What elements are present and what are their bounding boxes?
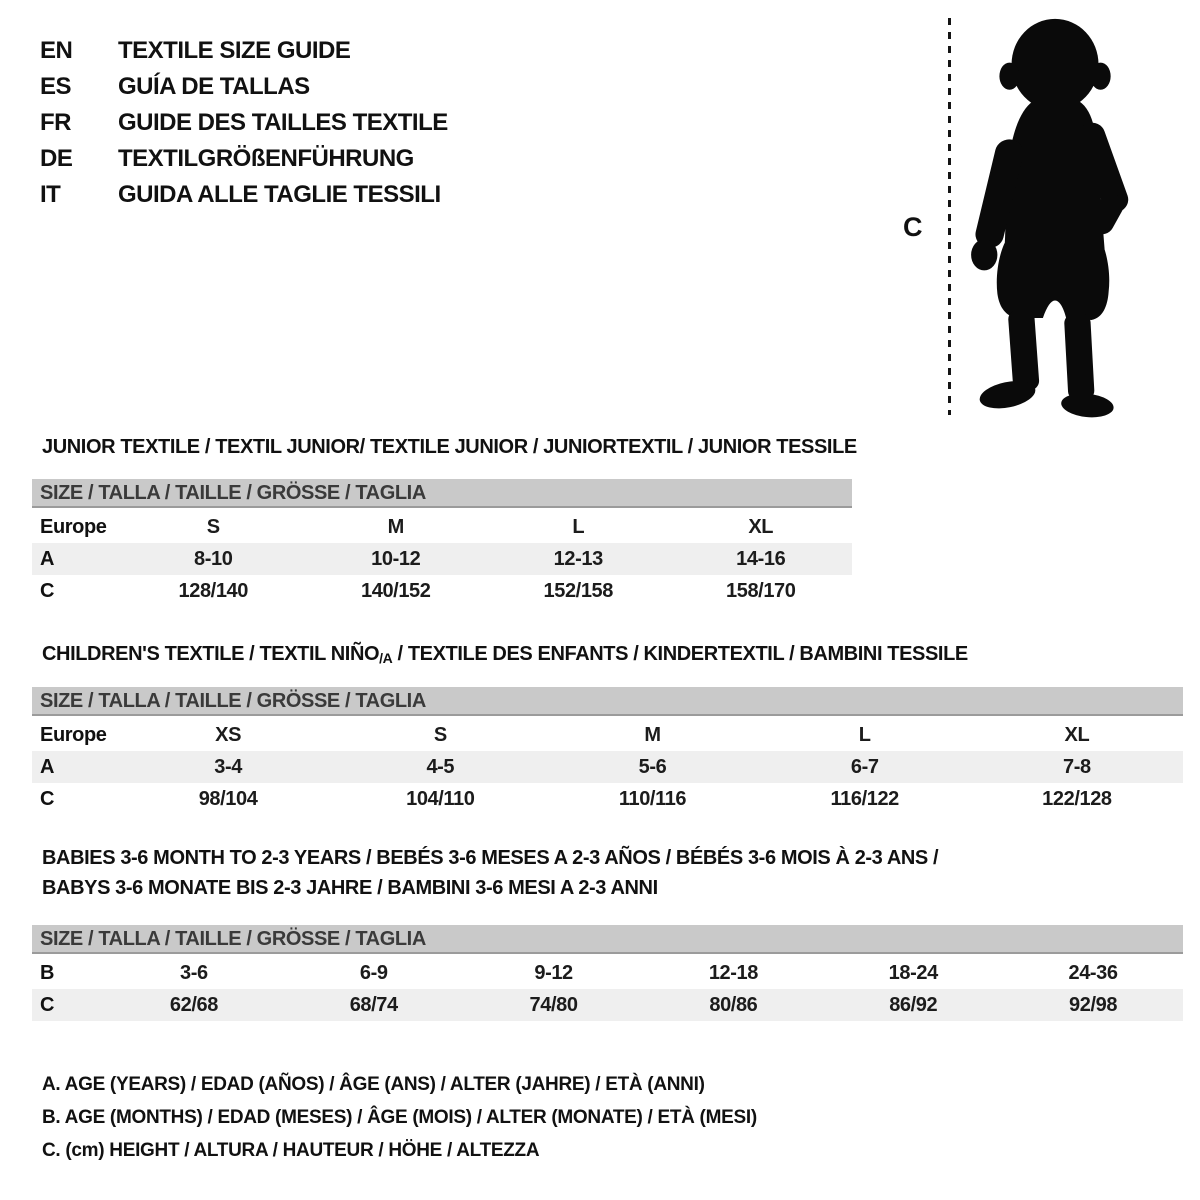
row-label: A [40,755,55,778]
junior-section-title: JUNIOR TEXTILE / TEXTIL JUNIOR/ TEXTILE JUNIOR / JUNIORTEXTIL / JUNIOR TESSILE [42,436,857,458]
size-cell: XL [1064,723,1090,746]
table-row-height [32,783,1183,815]
size-cell: S [206,515,220,538]
language-label: TEXTILGRÖßENFÜHRUNG [118,145,414,172]
months-cell: 9-12 [534,961,573,984]
height-cell: 92/98 [1069,993,1118,1016]
months-cell: 24-36 [1068,961,1118,984]
language-row-it [40,177,448,213]
age-cell: 7-8 [1063,755,1091,778]
age-cell: 8-10 [194,547,233,570]
language-row-de [40,141,448,177]
age-cell: 10-12 [371,547,421,570]
language-row-fr [40,105,448,141]
age-cell: 6-7 [850,755,879,778]
age-cell: 14-16 [736,547,786,570]
table-row-europe [32,719,1183,751]
height-cell: 98/104 [198,787,258,810]
age-cell: 5-6 [638,755,667,778]
height-cell: 158/170 [726,579,796,602]
babies-section-title-line1: BABIES 3-6 MONTH TO 2-3 YEARS / BEBÉS 3-6 MESES A 2-3 AÑOS / BÉBÉS 3-6 MOIS À 2-3 ANS / [42,847,939,869]
months-cell: 12-18 [708,961,758,984]
months-cell: 3-6 [180,961,208,984]
language-row-en [40,33,448,69]
babies-size-table [32,925,1183,1021]
children-size-table [32,687,1183,815]
months-cell: 18-24 [888,961,938,984]
height-cell: 152/158 [543,579,613,602]
legend-age-years: A. AGE (YEARS) / EDAD (AÑOS) / ÂGE (ANS) / ALTER (JAHRE) / ETÀ (ANNI) [42,1074,705,1095]
height-cell: 116/122 [830,787,899,810]
table-row-height [32,575,852,607]
language-code: IT [40,181,61,208]
row-label: Europe [40,723,107,746]
height-cell: 140/152 [361,579,431,602]
language-row-es [40,69,448,105]
legend-height-cm: C. (cm) HEIGHT / ALTURA / HAUTEUR / HÖHE / ALTEZZA [42,1140,540,1161]
height-cell: 110/116 [618,787,687,810]
age-cell: 4-5 [426,755,455,778]
height-cell: 62/68 [169,993,218,1016]
table-row-age [32,543,852,575]
language-label: TEXTILE SIZE GUIDE [118,37,351,64]
months-cell: 6-9 [359,961,388,984]
row-label: C [40,579,55,602]
language-code: ES [40,73,72,100]
language-list [40,33,448,213]
language-code: DE [40,145,73,172]
children-title-sub: /A [379,650,393,666]
height-cell: 74/80 [529,993,578,1016]
language-label: GUIDA ALLE TAGLIE TESSILI [118,181,441,208]
language-label: GUÍA DE TALLAS [118,73,310,100]
legend-age-months: B. AGE (MONTHS) / EDAD (MESES) / ÂGE (MOIS) / ALTER (MONATE) / ETÀ (MESI) [42,1107,757,1128]
height-cell: 122/128 [1042,787,1112,810]
size-cell: XS [215,723,242,746]
toddler-silhouette-icon [962,14,1142,420]
language-label: GUIDE DES TAILLES TEXTILE [118,109,448,136]
row-label: C [40,993,55,1016]
height-cell: 68/74 [349,993,398,1016]
size-header-bar: SIZE / TALLA / TAILLE / GRÖSSE / TAGLIA [32,687,1183,716]
babies-section-title-line2: BABYS 3-6 MONATE BIS 2-3 JAHRE / BAMBINI 3-6 MESI A 2-3 ANNI [42,877,658,899]
row-label: A [40,547,55,570]
height-cell: 80/86 [709,993,758,1016]
language-code: FR [40,109,71,136]
children-section-title [42,643,968,666]
height-dashed-line [948,18,951,415]
size-cell: L [858,723,871,746]
height-measure-label: C [903,212,923,242]
height-cell: 104/110 [406,787,475,810]
row-label: C [40,787,55,810]
size-cell: L [572,515,585,538]
row-label: Europe [40,515,107,538]
size-cell: XL [748,515,774,538]
age-cell: 3-4 [214,755,242,778]
size-cell: S [433,723,447,746]
children-title-suffix: / TEXTILE DES ENFANTS / KINDERTEXTIL / BAMBINI TESSILE [392,643,968,665]
row-label: B [40,961,55,984]
table-row-age [32,751,1183,783]
height-cell: 128/140 [178,579,248,602]
table-row-europe [32,511,852,543]
language-code: EN [40,37,73,64]
size-cell: M [644,723,661,746]
table-row-months [32,957,1183,989]
age-cell: 12-13 [553,547,603,570]
height-cell: 86/92 [889,993,938,1016]
size-cell: M [387,515,404,538]
size-header-bar: SIZE / TALLA / TAILLE / GRÖSSE / TAGLIA [32,479,852,508]
children-title-prefix: CHILDREN'S TEXTILE / TEXTIL NIÑO [42,643,380,665]
table-row-height [32,989,1183,1021]
size-header-bar: SIZE / TALLA / TAILLE / GRÖSSE / TAGLIA [32,925,1183,954]
junior-size-table [32,479,852,607]
